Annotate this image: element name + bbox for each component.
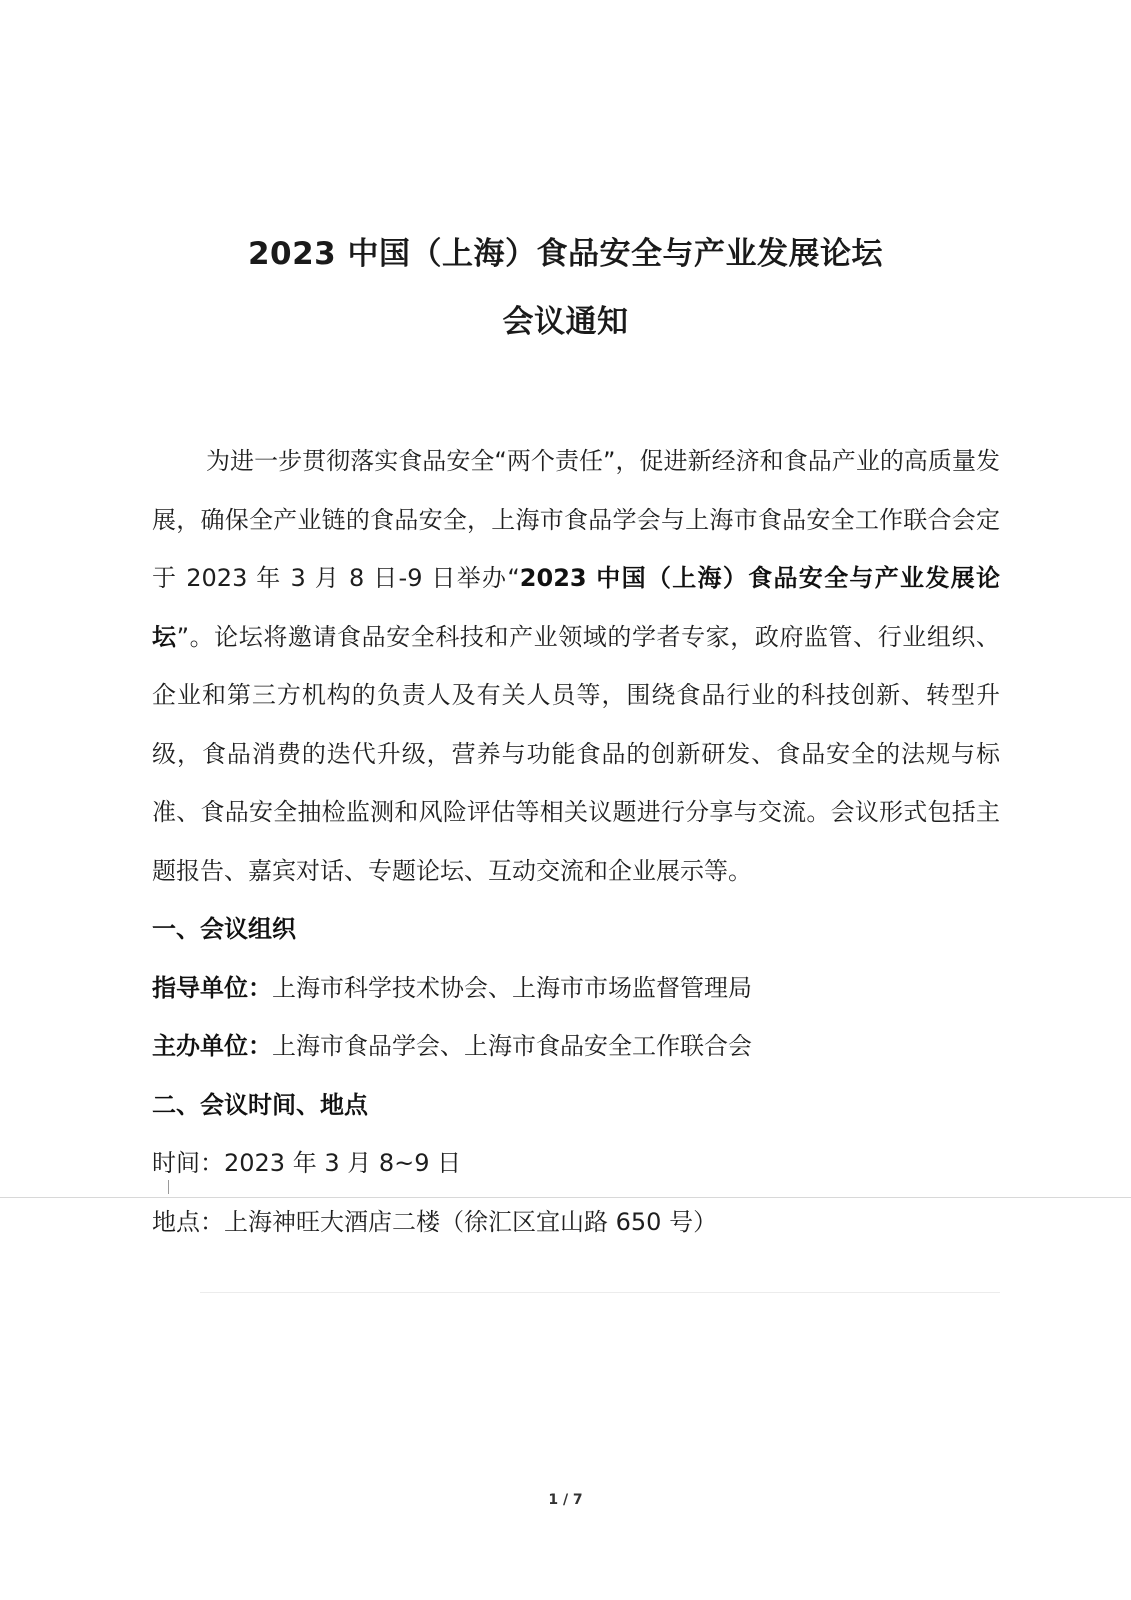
forum-name-bold: 2023 中国（上海）食品安全与产业发展论坛: [152, 564, 1000, 651]
meeting-time: 时间：2023 年 3 月 8~9 日: [152, 1149, 462, 1177]
scan-artifact-line: [200, 1292, 1000, 1293]
host-unit-value: 上海市食品学会、上海市食品安全工作联合会: [272, 1032, 752, 1060]
section1-heading: 一、会议组织: [152, 915, 296, 943]
document-title: 2023 中国（上海）食品安全与产业发展论坛: [247, 236, 884, 272]
page-number: 1 / 7: [548, 1492, 583, 1508]
scan-artifact-mark: [168, 1180, 169, 1194]
document-body: [152, 432, 1000, 1251]
host-unit-label: 主办单位：: [152, 1032, 272, 1060]
document-subtitle: 会议通知: [502, 304, 629, 340]
guide-unit-line: [152, 959, 1000, 1018]
scan-artifact-line: [0, 1197, 1131, 1198]
intro-text-part2: ”。论坛将邀请食品安全科技和产业领域的学者专家，政府监管、行业组织、企业和第三方机构的负责人及有关人员等，围绕食品行业的科技创新、转型升级，食品消费的迭代升级，营养与功能食品的创新研发、食品安全的法规与标准、食品安全抽检监测和风险评估等相关议题进行分享与交流。会议形式包括主题报告、嘉宾对话、专题论坛、互动交流和企业展示等。: [152, 622, 1000, 885]
intro-text-part1: 为进一步贯彻落实食品安全“两个责任”，促进新经济和食品产业的高质量发展，确保全产业链的食品安全，上海市食品学会与上海市食品安全工作联合会定于 2023 年 3 月 8 日-9 日举办“: [152, 447, 1000, 592]
guide-unit-label: 指导单位：: [152, 973, 272, 1002]
meeting-place: 地点：上海神旺大酒店二楼（徐汇区宜山路 650 号）: [152, 1207, 718, 1236]
intro-paragraph: [152, 432, 1000, 900]
section2-heading: 二、会议时间、地点: [152, 1090, 368, 1119]
guide-unit-value: 上海市科学技术协会、上海市市场监督管理局: [272, 973, 752, 1002]
host-unit-line: [152, 1017, 1000, 1076]
